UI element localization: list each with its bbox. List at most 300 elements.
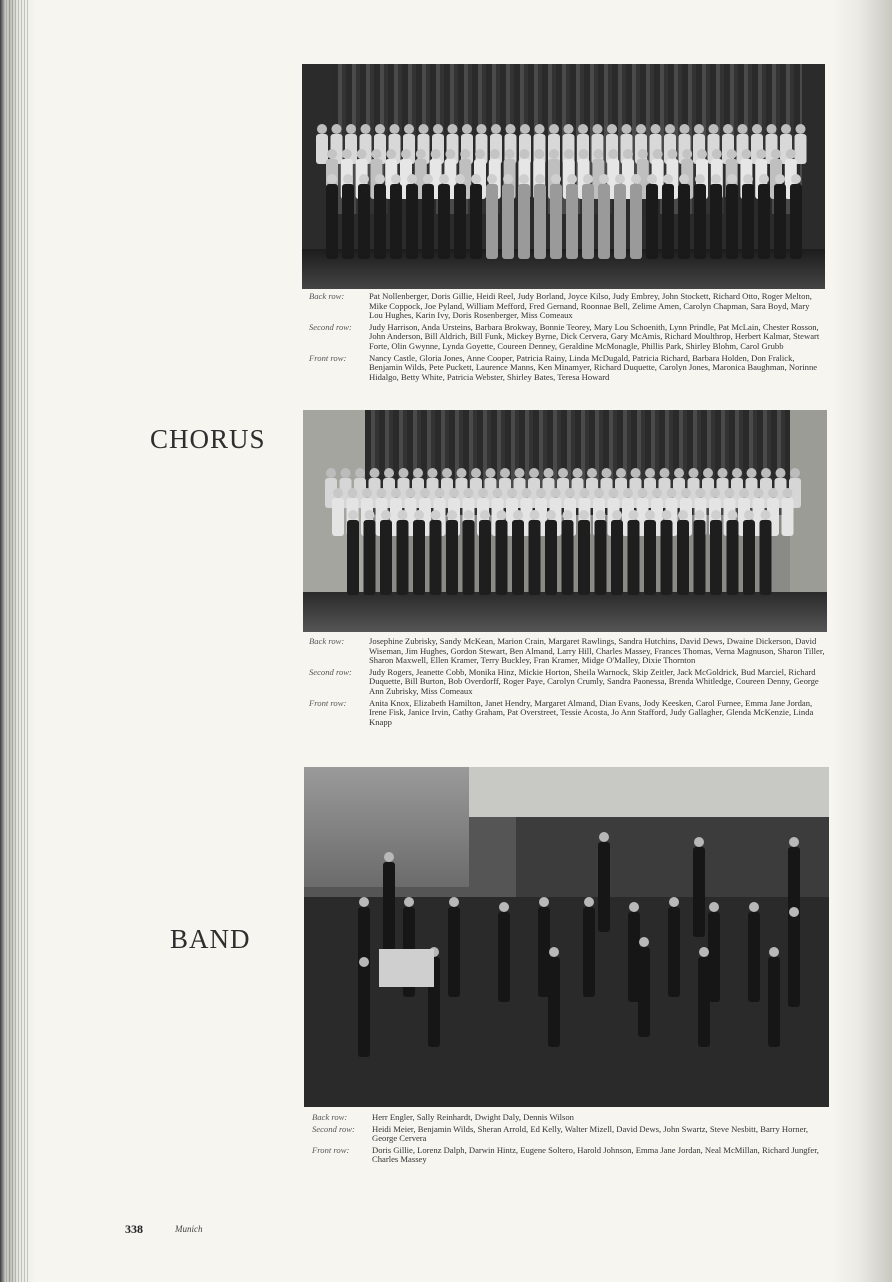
figure-head: [667, 149, 677, 159]
figure-head: [414, 510, 424, 520]
figure: [583, 907, 595, 997]
figure-head: [342, 149, 352, 159]
figure-head: [413, 468, 423, 478]
figure-head: [754, 488, 764, 498]
figure: [566, 184, 578, 259]
figure-head: [375, 124, 385, 134]
chorus-heading: CHORUS: [150, 424, 266, 454]
figure-head: [362, 488, 372, 498]
caption-row: [309, 699, 827, 728]
caption-row: [309, 668, 827, 697]
figure-head: [381, 510, 391, 520]
figure-head: [445, 149, 455, 159]
caption-row: [309, 323, 825, 352]
figure-head: [791, 174, 801, 184]
figure-head: [775, 174, 785, 184]
figure: [397, 520, 409, 595]
figure-head: [771, 149, 781, 159]
figure: [582, 184, 594, 259]
caption-row-names: Herr Engler, Sally Reinhardt, Dwight Daly, Dennis Wilson: [372, 1112, 574, 1122]
figure: [332, 498, 344, 536]
figure-head: [769, 947, 779, 957]
figure: [726, 184, 738, 259]
figure-head: [464, 510, 474, 520]
caption-row: [312, 1113, 828, 1123]
figure-head: [549, 149, 559, 159]
caption-row-names: Josephine Zubrisky, Sandy McKean, Marion Crain, Margaret Rawlings, Sandra Hutchins, David Dews, Dwaine Dickerson, David Wiseman, Jim Hughes, Gordon Stewart, Ben Almand, Larry Hill, Charles Massey, Frances Thomas, Verna Magnuson, Sharon Tiller, Sharon Maxwell, Ellen Kramer, Terry Buckley, Fran Kramer, Midge O'Malley, Dixie Thornton: [369, 636, 825, 666]
figure-head: [505, 149, 515, 159]
figure-head: [638, 149, 648, 159]
caption-row: [312, 1125, 828, 1144]
figure-head: [565, 488, 575, 498]
figure-head: [623, 488, 633, 498]
figure-head: [357, 149, 367, 159]
figure-head: [662, 510, 672, 520]
figure-head: [346, 124, 356, 134]
figure-head: [407, 174, 417, 184]
figure: [463, 520, 475, 595]
figure-head: [725, 488, 735, 498]
figure: [644, 520, 656, 595]
figure-head: [433, 124, 443, 134]
figure-head: [767, 124, 777, 134]
figure-head: [390, 124, 400, 134]
figure-head: [609, 488, 619, 498]
figure-head: [333, 488, 343, 498]
figure-head: [665, 124, 675, 134]
figure-head: [567, 174, 577, 184]
figure-head: [695, 174, 705, 184]
figure-head: [594, 488, 604, 498]
figure-head: [743, 174, 753, 184]
figure-head: [449, 897, 459, 907]
figure: [470, 184, 482, 259]
caption-row-label: Front row:: [309, 352, 347, 363]
figure-head: [564, 149, 574, 159]
figure-head: [377, 488, 387, 498]
figure: [316, 134, 328, 164]
figure-head: [622, 124, 632, 134]
figure-head: [689, 468, 699, 478]
figure: [390, 184, 402, 259]
page-edge: [832, 0, 892, 1282]
caption-row-label: Back row:: [312, 1112, 348, 1122]
figure: [374, 184, 386, 259]
figure: [406, 184, 418, 259]
figure-head: [455, 174, 465, 184]
figure-head: [478, 488, 488, 498]
figure-head: [447, 510, 457, 520]
chorus-group-2-figures: [303, 410, 827, 632]
figure-head: [645, 468, 655, 478]
figure-head: [487, 174, 497, 184]
figure-head: [507, 488, 517, 498]
figure-head: [513, 510, 523, 520]
figure: [630, 184, 642, 259]
figure-head: [583, 174, 593, 184]
figure-head: [520, 124, 530, 134]
figure-head: [602, 468, 612, 478]
figure-head: [558, 468, 568, 478]
school-name: Munich: [175, 1224, 203, 1234]
figure-head: [327, 174, 337, 184]
figure: [548, 957, 560, 1047]
figure-head: [343, 174, 353, 184]
figure-head: [475, 149, 485, 159]
figure: [727, 520, 739, 595]
figure-head: [462, 124, 472, 134]
caption-row-names: Anita Knox, Elizabeth Hamilton, Janet Hendry, Margaret Almand, Dian Evans, Jody Keesken, Carol Furnee, Emma Jane Jordan, Irene Fisk, Janice Irvin, Cathy Graham, Pat Overstreet, Tessie Acosta, Jo Ann Stafford, Judy Gallagher, Glenda McKenzie, Linda Knapp: [369, 697, 814, 727]
figure-head: [404, 124, 414, 134]
figure-head: [549, 947, 559, 957]
caption-row-label: Second row:: [309, 321, 352, 332]
figure-head: [607, 124, 617, 134]
figure-head: [786, 149, 796, 159]
band-figures: [304, 767, 829, 1107]
figure-head: [674, 468, 684, 478]
book-binding: [0, 0, 36, 1282]
figure-head: [406, 488, 416, 498]
figure-head: [428, 468, 438, 478]
figure-head: [652, 488, 662, 498]
figure-head: [796, 124, 806, 134]
figure-head: [497, 510, 507, 520]
figure: [693, 847, 705, 937]
caption-row-names: Nancy Castle, Gloria Jones, Anne Cooper, Patricia Rainy, Linda McDugald, Patricia Richard, Barbara Holden, Don Fralick, Benjamin Wilds, Pete Puckett, Laurence Manns, Ken Minamyer, Richard Duquette, Carolyn Jones, Maronica Baughman, Norinne Hidalgo, Betty White, Patricia Webster, Shirley Bates, Teresa Howard: [369, 352, 818, 382]
caption-row: [309, 637, 827, 666]
figure-head: [401, 149, 411, 159]
figure-head: [477, 124, 487, 134]
figure-head: [503, 174, 513, 184]
figure-head: [551, 174, 561, 184]
figure-head: [564, 124, 574, 134]
figure: [347, 520, 359, 595]
figure-head: [416, 149, 426, 159]
band-heading: BAND: [170, 924, 251, 954]
figure-head: [399, 468, 409, 478]
figure: [496, 520, 508, 595]
figure-head: [435, 488, 445, 498]
figure-head: [471, 468, 481, 478]
figure: [358, 967, 370, 1057]
figure-head: [419, 124, 429, 134]
figure: [698, 957, 710, 1047]
figure-head: [663, 174, 673, 184]
figure: [446, 520, 458, 595]
figure: [550, 184, 562, 259]
figure: [646, 184, 658, 259]
figure-head: [728, 510, 738, 520]
figure-head: [544, 468, 554, 478]
figure-head: [359, 957, 369, 967]
figure: [413, 520, 425, 595]
figure: [662, 184, 674, 259]
figure: [710, 520, 722, 595]
figure-head: [539, 897, 549, 907]
figure-head: [749, 902, 759, 912]
figure: [342, 184, 354, 259]
figure-head: [696, 488, 706, 498]
figure-head: [599, 832, 609, 842]
music-stand-sheet: [379, 949, 434, 987]
figure: [502, 184, 514, 259]
figure-head: [546, 510, 556, 520]
figure-head: [781, 124, 791, 134]
figure-head: [710, 488, 720, 498]
figure-head: [449, 488, 459, 498]
figure-head: [431, 149, 441, 159]
figure: [628, 520, 640, 595]
figure-head: [703, 468, 713, 478]
figure-head: [365, 510, 375, 520]
figure-head: [647, 174, 657, 184]
chorus-group-1-figures: [302, 64, 825, 289]
figure-head: [653, 149, 663, 159]
figure-head: [341, 468, 351, 478]
figure-head: [667, 488, 677, 498]
figure-head: [593, 124, 603, 134]
caption-row-names: Judy Rogers, Jeanette Cobb, Monika Hinz, Mickie Horton, Sheila Warnock, Skip Zeitler, Jack McGoldrick, Bud Marciel, Richard Duquette, Bill Burton, Bob Overdorff, Roger Paye, Carolyn Crumly, Sandra Paonessa, Brenda Whitledge, Coureen Denny, George Ann Zubrisky, Miss Comeaux: [369, 666, 819, 696]
figure-head: [756, 149, 766, 159]
figure-head: [326, 468, 336, 478]
figure-head: [738, 124, 748, 134]
figure-head: [359, 897, 369, 907]
figure: [383, 862, 395, 952]
figure-head: [616, 468, 626, 478]
figure: [448, 907, 460, 997]
figure-head: [629, 510, 639, 520]
figure: [668, 907, 680, 997]
figure: [677, 520, 689, 595]
figure-head: [384, 852, 394, 862]
caption-row-label: Back row:: [309, 636, 345, 646]
figure-head: [790, 468, 800, 478]
figure-head: [563, 510, 573, 520]
figure: [512, 520, 524, 595]
caption-row-names: Doris Gillie, Lorenz Dalph, Darwin Hintz, Eugene Soltero, Harold Johnson, Emma Jane Jordan, Neal McMillan, Richard Jungfer, Charles Massey: [372, 1144, 819, 1165]
figure-head: [519, 149, 529, 159]
figure-head: [694, 837, 704, 847]
figure: [611, 520, 623, 595]
figure: [422, 184, 434, 259]
figure-head: [579, 510, 589, 520]
figure-head: [448, 124, 458, 134]
figure: [768, 957, 780, 1047]
chorus-caption-2: [309, 637, 827, 729]
figure: [661, 520, 673, 595]
figure-head: [398, 510, 408, 520]
figure: [743, 520, 755, 595]
figure-head: [761, 468, 771, 478]
figure-head: [739, 488, 749, 498]
figure-head: [651, 124, 661, 134]
figure: [486, 184, 498, 259]
figure-head: [578, 124, 588, 134]
figure-head: [522, 488, 532, 498]
figure-head: [457, 468, 467, 478]
figure-head: [660, 468, 670, 478]
figure: [774, 184, 786, 259]
figure-head: [491, 124, 501, 134]
figure-head: [500, 468, 510, 478]
figure-head: [420, 488, 430, 498]
figure: [694, 184, 706, 259]
figure-head: [645, 510, 655, 520]
chorus-caption-1: [309, 292, 825, 384]
figure-head: [471, 174, 481, 184]
figure: [518, 184, 530, 259]
figure: [498, 912, 510, 1002]
figure: [529, 520, 541, 595]
figure: [790, 184, 802, 259]
figure-head: [682, 149, 692, 159]
figure-head: [332, 124, 342, 134]
figure-head: [486, 468, 496, 478]
figure-head: [442, 468, 452, 478]
figure-head: [709, 124, 719, 134]
figure-head: [678, 510, 688, 520]
figure-head: [615, 174, 625, 184]
caption-row: [309, 354, 825, 383]
figure-head: [370, 468, 380, 478]
chorus-photo-2: [303, 410, 827, 632]
figure: [438, 184, 450, 259]
figure-head: [384, 468, 394, 478]
figure-head: [789, 907, 799, 917]
figure-head: [404, 897, 414, 907]
figure-head: [506, 124, 516, 134]
figure-head: [534, 149, 544, 159]
figure-head: [694, 124, 704, 134]
figure-head: [669, 897, 679, 907]
figure-head: [375, 174, 385, 184]
figure-head: [361, 124, 371, 134]
figure: [430, 520, 442, 595]
figure: [479, 520, 491, 595]
figure-head: [723, 124, 733, 134]
figure-head: [631, 174, 641, 184]
figure-head: [709, 902, 719, 912]
figure-head: [680, 124, 690, 134]
figure-head: [761, 510, 771, 520]
figure-head: [423, 174, 433, 184]
figure: [534, 184, 546, 259]
caption-row-label: Second row:: [312, 1123, 355, 1134]
caption-row-label: Front row:: [312, 1144, 350, 1155]
figure-head: [727, 174, 737, 184]
figure-head: [530, 510, 540, 520]
caption-row: [309, 292, 825, 321]
figure-head: [371, 149, 381, 159]
figure: [760, 520, 772, 595]
figure-head: [711, 174, 721, 184]
caption-row-label: Second row:: [309, 666, 352, 677]
figure-head: [759, 174, 769, 184]
figure: [358, 184, 370, 259]
figure-head: [783, 488, 793, 498]
figure-head: [386, 149, 396, 159]
figure: [678, 184, 690, 259]
figure-head: [699, 947, 709, 957]
figure: [782, 498, 794, 536]
figure: [545, 520, 557, 595]
figure: [578, 520, 590, 595]
figure-head: [439, 174, 449, 184]
figure-head: [596, 510, 606, 520]
chorus-photo-1: [302, 64, 825, 289]
figure-head: [612, 510, 622, 520]
figure-head: [584, 897, 594, 907]
figure-head: [599, 174, 609, 184]
figure: [748, 912, 760, 1002]
band-photo: [304, 767, 829, 1107]
figure-head: [608, 149, 618, 159]
caption-row: [312, 1146, 828, 1165]
page-number: 338: [125, 1222, 143, 1236]
figure-head: [789, 837, 799, 847]
figure: [454, 184, 466, 259]
figure-head: [744, 510, 754, 520]
caption-row-label: Back row:: [309, 291, 345, 301]
figure-head: [519, 174, 529, 184]
figure-head: [573, 468, 583, 478]
figure-head: [712, 149, 722, 159]
figure-head: [535, 124, 545, 134]
figure-head: [480, 510, 490, 520]
figure-head: [431, 510, 441, 520]
figure-head: [327, 149, 337, 159]
figure-head: [464, 488, 474, 498]
figure-head: [752, 124, 762, 134]
figure-head: [391, 488, 401, 498]
figure: [380, 520, 392, 595]
figure-head: [776, 468, 786, 478]
figure-head: [317, 124, 327, 134]
figure-head: [579, 149, 589, 159]
figure-head: [639, 937, 649, 947]
figure: [562, 520, 574, 595]
figure: [598, 842, 610, 932]
caption-row-names: Judy Harrison, Anda Ursteins, Barbara Brokway, Bonnie Teorey, Mary Lou Schoenith, Lynn Prindle, Pat McLain, Chester Rosson, John Anderson, Bill Aldrich, Bill Funk, Mickey Byrne, Dick Cervera, Gary McAmis, Richard Moulthrop, Herbert Kalmar, Stewart Forte, Olin Gwynne, Lynda Goyette, Coureen Denney, Geraldine McMonagle, Phillis Park, Shirley Blohm, Carol Grubb: [369, 321, 820, 351]
figure-head: [515, 468, 525, 478]
figure-head: [535, 174, 545, 184]
caption-row-names: Pat Nollenberger, Doris Gillie, Heidi Reel, Judy Borland, Joyce Kilso, Judy Embrey, John Stockett, Richard Otto, Roger Melton, Mike Coppock, Joe Pyland, William Mefford, Fred Gernand, Roonnae Bell, Zelime Amen, Carolyn Chapman, Sara Boyd, Mary Lou Hughes, Karin Ivy, Doris Rosenberger, Miss Comeaux: [369, 291, 812, 321]
figure-head: [681, 488, 691, 498]
figure-head: [348, 510, 358, 520]
figure: [364, 520, 376, 595]
figure-head: [460, 149, 470, 159]
figure-head: [529, 468, 539, 478]
figure-head: [629, 902, 639, 912]
figure-head: [711, 510, 721, 520]
figure-head: [549, 124, 559, 134]
figure-head: [727, 149, 737, 159]
figure-head: [679, 174, 689, 184]
figure-head: [348, 488, 358, 498]
figure-head: [695, 510, 705, 520]
figure-head: [741, 149, 751, 159]
figure-head: [697, 149, 707, 159]
figure: [742, 184, 754, 259]
band-caption: [312, 1113, 828, 1167]
figure-head: [747, 468, 757, 478]
figure-head: [587, 468, 597, 478]
figure: [638, 947, 650, 1037]
figure-head: [493, 488, 503, 498]
figure-head: [636, 124, 646, 134]
figure: [758, 184, 770, 259]
figure-head: [638, 488, 648, 498]
